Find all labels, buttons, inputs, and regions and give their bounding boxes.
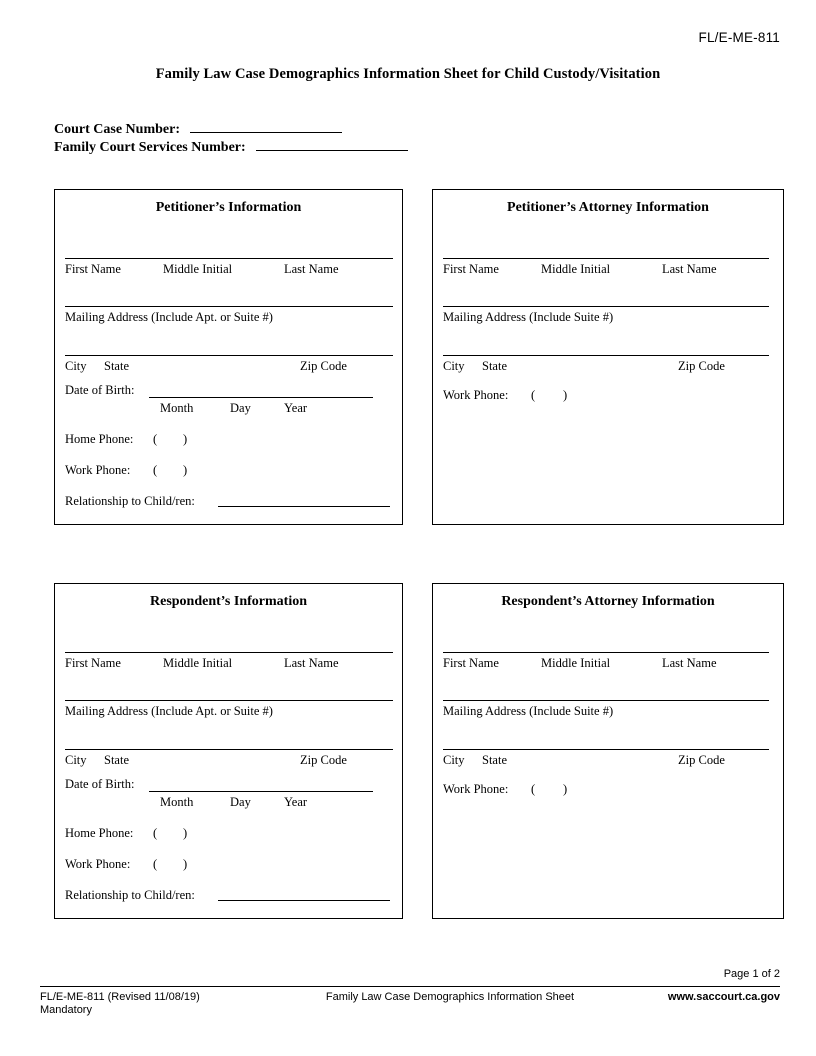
petitioner-middle-initial-label: Middle Initial [163, 262, 233, 276]
petitioner-home-phone-paren-open: ( [153, 432, 158, 446]
page-title: Family Law Case Demographics Information Sheet for Child Custody/Visitation [155, 66, 661, 82]
footer-form-revision: FL/E-ME-811 (Revised 11/08/19) [40, 990, 200, 1003]
fcs-number-rule[interactable] [256, 138, 408, 151]
petitioner-attorney-work-phone-paren-close: ) [563, 388, 568, 402]
fcs-number-label: Family Court Services Number: [54, 140, 246, 155]
respondent-dob-rule[interactable] [149, 791, 373, 792]
respondent-box-title: Respondent’s Information [150, 594, 307, 609]
respondent-relationship-label: Relationship to Child/ren: [65, 888, 195, 902]
petitioner-first-name-label: First Name [65, 262, 121, 276]
respondent-day-label: Day [230, 795, 251, 809]
petitioner-month-label: Month [160, 401, 194, 415]
petitioner-attorney-information-box [432, 189, 784, 525]
respondent-attorney-information-box [432, 583, 784, 919]
petitioner-attorney-state-label: State [482, 359, 507, 373]
petitioner-dob-rule[interactable] [149, 397, 373, 398]
petitioner-attorney-box-title: Petitioner’s Attorney Information [507, 200, 709, 215]
respondent-work-phone-paren-open: ( [153, 857, 158, 871]
petitioner-attorney-city-state-zip-rule[interactable] [443, 355, 769, 356]
petitioner-zip-label: Zip Code [300, 359, 347, 373]
court-case-number-field[interactable] [54, 120, 342, 138]
petitioner-city-label: City [65, 359, 87, 373]
petitioner-attorney-mailing-address-label: Mailing Address (Include Suite #) [443, 310, 614, 324]
fcs-number-field[interactable] [54, 138, 408, 156]
respondent-attorney-work-phone-paren-open: ( [531, 782, 536, 796]
petitioner-home-phone-label: Home Phone: [65, 432, 134, 446]
respondent-year-label: Year [284, 795, 308, 809]
petitioner-attorney-name-rule[interactable] [443, 258, 769, 259]
respondent-city-label: City [65, 753, 87, 767]
respondent-state-label: State [104, 753, 129, 767]
respondent-attorney-address-rule[interactable] [443, 700, 769, 701]
petitioner-information-box [54, 189, 403, 525]
petitioner-box-title: Petitioner’s Information [155, 200, 302, 215]
petitioner-relationship-label: Relationship to Child/ren: [65, 494, 195, 508]
petitioner-attorney-zip-label: Zip Code [678, 359, 725, 373]
petitioner-state-label: State [104, 359, 129, 373]
petitioner-address-rule[interactable] [65, 306, 393, 307]
footer-mandatory: Mandatory [40, 1004, 92, 1017]
respondent-month-label: Month [160, 795, 194, 809]
respondent-city-state-zip-rule[interactable] [65, 749, 393, 750]
respondent-information-box [54, 583, 403, 919]
respondent-mailing-address-label: Mailing Address (Include Apt. or Suite #) [65, 704, 273, 718]
respondent-attorney-middle-initial-label: Middle Initial [541, 656, 611, 670]
petitioner-attorney-city-label: City [443, 359, 465, 373]
petitioner-work-phone-paren-open: ( [153, 463, 158, 477]
petitioner-city-state-zip-rule[interactable] [65, 355, 393, 356]
respondent-attorney-mailing-address-label: Mailing Address (Include Suite #) [443, 704, 614, 718]
respondent-attorney-state-label: State [482, 753, 507, 767]
respondent-zip-label: Zip Code [300, 753, 347, 767]
petitioner-name-rule[interactable] [65, 258, 393, 259]
footer-website-link[interactable]: www.saccourt.ca.gov [667, 990, 780, 1003]
petitioner-attorney-middle-initial-label: Middle Initial [541, 262, 611, 276]
footer-left [40, 991, 290, 1019]
respondent-attorney-zip-label: Zip Code [678, 753, 725, 767]
footer-page-number: Page 1 of 2 [723, 967, 780, 980]
respondent-home-phone-paren-close: ) [183, 826, 188, 840]
respondent-work-phone-paren-close: ) [183, 857, 188, 871]
page-footer [40, 967, 780, 1019]
petitioner-attorney-work-phone-paren-open: ( [531, 388, 536, 402]
footer-form-title: Family Law Case Demographics Information Sheet [325, 990, 575, 1003]
respondent-home-phone-paren-open: ( [153, 826, 158, 840]
petitioner-work-phone-label: Work Phone: [65, 463, 131, 477]
respondent-attorney-box-title: Respondent’s Attorney Information [501, 594, 715, 609]
court-case-number-label: Court Case Number: [54, 122, 180, 137]
petitioner-attorney-work-phone-label: Work Phone: [443, 388, 509, 402]
respondent-attorney-last-name-label: Last Name [662, 656, 717, 670]
petitioner-work-phone-paren-close: ) [183, 463, 188, 477]
petitioner-day-label: Day [230, 401, 251, 415]
case-number-row [54, 120, 780, 156]
petitioner-attorney-last-name-label: Last Name [662, 262, 717, 276]
respondent-attorney-city-state-zip-rule[interactable] [443, 749, 769, 750]
petitioner-year-label: Year [284, 401, 308, 415]
petitioner-relationship-rule[interactable] [218, 506, 390, 507]
respondent-middle-initial-label: Middle Initial [163, 656, 233, 670]
respondent-home-phone-label: Home Phone: [65, 826, 134, 840]
respondent-attorney-name-rule[interactable] [443, 652, 769, 653]
respondent-attorney-first-name-label: First Name [443, 656, 499, 670]
petitioner-attorney-first-name-label: First Name [443, 262, 499, 276]
respondent-first-name-label: First Name [65, 656, 121, 670]
respondent-attorney-city-label: City [443, 753, 465, 767]
respondent-name-rule[interactable] [65, 652, 393, 653]
respondent-last-name-label: Last Name [284, 656, 339, 670]
respondent-work-phone-label: Work Phone: [65, 857, 131, 871]
respondent-attorney-work-phone-label: Work Phone: [443, 782, 509, 796]
form-number: FL/E-ME-811 [698, 30, 780, 45]
respondent-address-rule[interactable] [65, 700, 393, 701]
petitioner-mailing-address-label: Mailing Address (Include Apt. or Suite #) [65, 310, 273, 324]
respondent-attorney-work-phone-paren-close: ) [563, 782, 568, 796]
petitioner-attorney-address-rule[interactable] [443, 306, 769, 307]
petitioner-home-phone-paren-close: ) [183, 432, 188, 446]
petitioner-dob-label: Date of Birth: [65, 383, 135, 397]
respondent-dob-label: Date of Birth: [65, 777, 135, 791]
respondent-relationship-rule[interactable] [218, 900, 390, 901]
court-case-number-rule[interactable] [190, 120, 342, 133]
petitioner-last-name-label: Last Name [284, 262, 339, 276]
